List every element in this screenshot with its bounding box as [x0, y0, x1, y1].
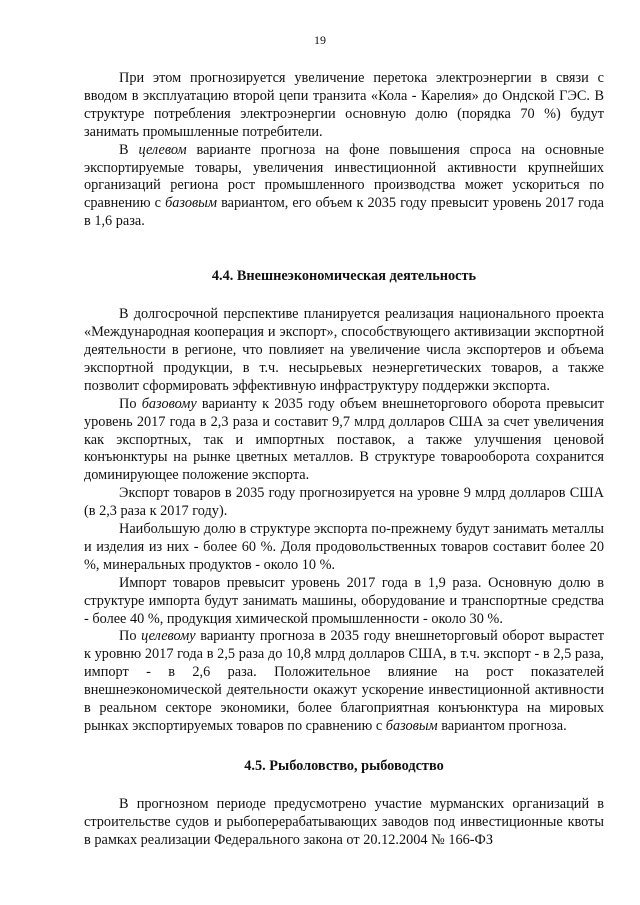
- paragraph-import-forecast: Импорт товаров превысит уровень 2017 года в 1,9 раза. Основную долю в структуре импорта будут занимать машины, оборудование и транспортные средства - более 40 %, продукция химической промышленности - около 30 %.: [84, 574, 604, 627]
- paragraph-export-forecast: Экспорт товаров в 2035 году прогнозируется на уровне 9 млрд долларов США (в 2,3 раза к 2017 году).: [84, 485, 604, 520]
- paragraph-base-variant-trade: По базовому варианту к 2035 году объем внешнеторгового оборота превысит уровень 2017 года в 2,3 раза и составит 9,7 млрд долларов США за счет увеличения как экспортных, так и импортных поставок, а также улучшения ценовой конъюнктуры на рынке цветных металлов. В структуре товарооборота сохранится доминирующее положение экспорта.: [84, 395, 604, 484]
- paragraph-export-structure: Наибольшую долю в структуре экспорта по-прежнему будут занимать металлы и изделия из них - более 60 %. Доля продовольственных товаров составит более 20 %, минеральных продуктов - около 10 %.: [84, 521, 604, 573]
- document-body: [84, 70, 604, 850]
- paragraph-target-variant-production: В целевом варианте прогноза на фоне повышения спроса на основные экспортируемые товары, увеличения инвестиционной активности крупнейших организаций региона рост промышленного производства может ускориться по сравнению с базовым вариантом, его объем к 2035 году превысит уровень 2017 года в 1,6 раза.: [84, 141, 604, 230]
- page-number: 19: [314, 33, 326, 47]
- paragraph-electricity-flow: При этом прогнозируется увеличение перетока электроэнергии в связи с вводом в эксплуатацию второй цепи транзита «Кола - Карелия» до Ондской ГЭС. В структуре потребления электроэнергии основную долю (порядка 70 %) будут занимать промышленные потребители.: [84, 70, 604, 140]
- paragraph-target-variant-trade: По целевому варианту прогноза в 2035 году внешнеторговый оборот вырастет к уровню 2017 года в 2,5 раза до 10,8 млрд долларов США, в т.ч. экспорт - в 2,5 раза, импорт - в 2,6 раза. Положительное влияние на рост показателей внешнеэкономической деятельности окажут ускорение инвестиционной активности в реальном секторе экономики, более благоприятная конъюнктура на мировых рынках экспортируемых товаров по сравнению с базовым вариантом прогноза.: [84, 628, 604, 734]
- paragraph-fishing-forecast: В прогнозном периоде предусмотрено участие мурманских организаций в строительстве судов и рыбоперерабатывающих заводов под инвестиционные квоты в рамках реализации Федерального закона от 20.12.2004 № 166-ФЗ: [84, 795, 604, 848]
- section-title-foreign-trade: 4.4. Внешнеэкономическая деятельность: [211, 268, 477, 285]
- paragraph-national-project: В долгосрочной перспективе планируется реализация национального проекта «Международная кооперация и экспорт», способствующего активизации экспортной деятельности в регионе, что повлияет на увеличение числа экспортеров и объема экспортной продукции, в т.ч. несырьевых неэнергетических товаров, а также позволит сформировать эффективную инфраструктуру поддержки экспорта.: [84, 306, 604, 394]
- section-title-fishing: 4.5. Рыболовство, рыбоводство: [244, 757, 444, 774]
